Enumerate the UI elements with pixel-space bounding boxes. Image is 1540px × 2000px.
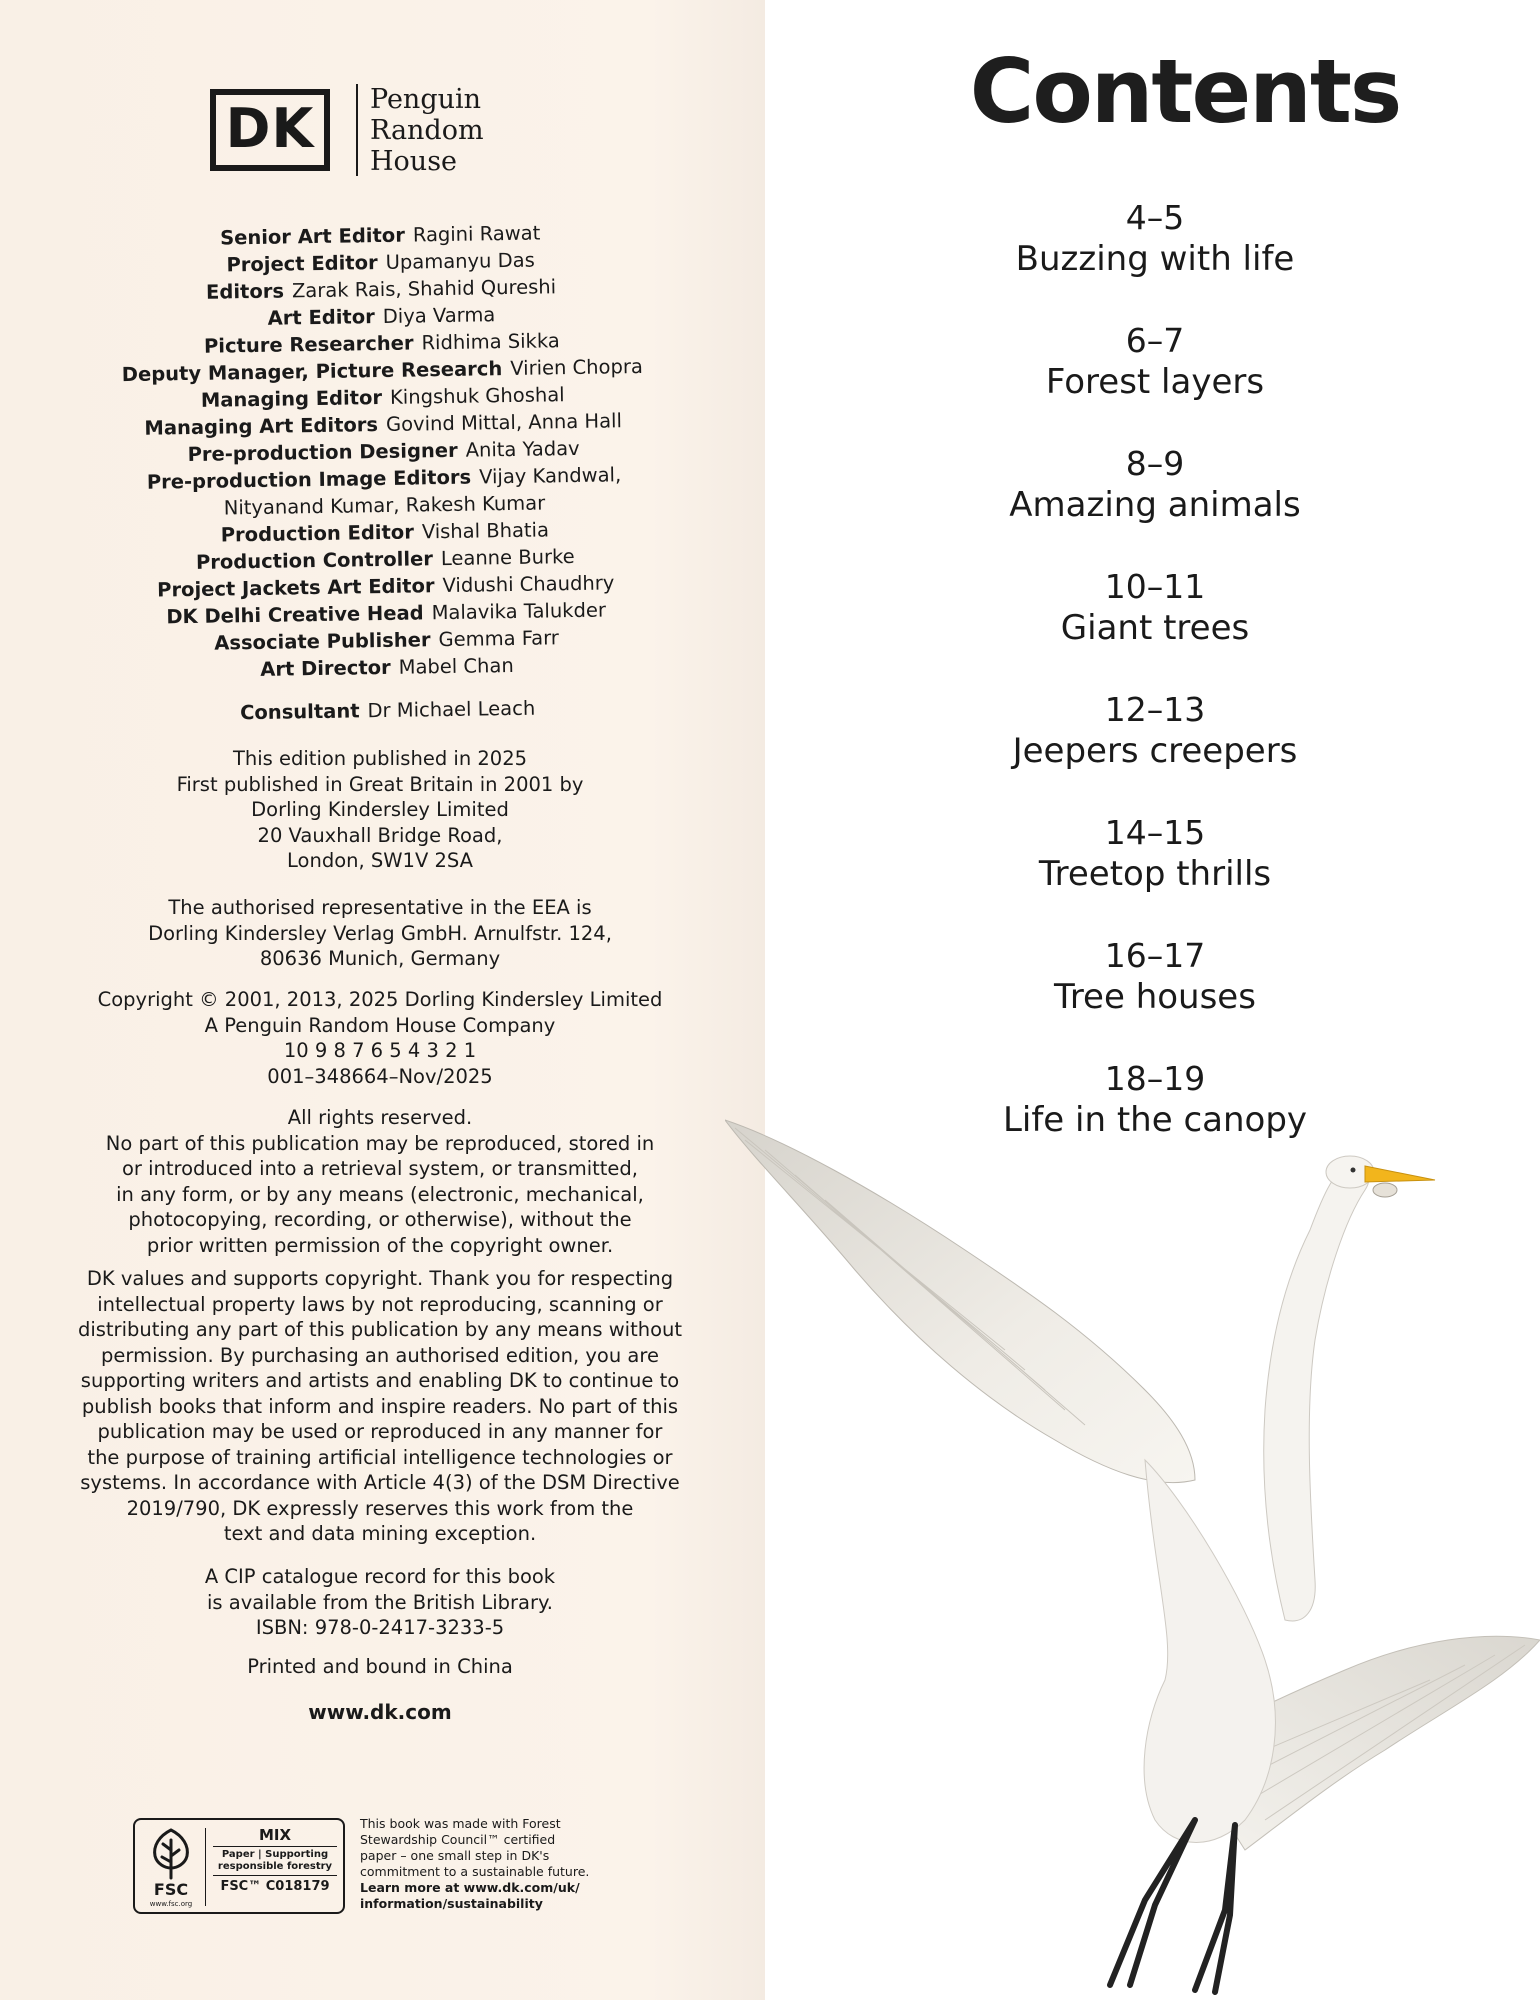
credit-name: Zarak Rais, Shahid Qureshi [291, 275, 557, 303]
toc-entry[interactable] [945, 444, 1365, 567]
credit-role: Production Editor [220, 520, 415, 547]
cip-record: A CIP catalogue record for this book is available from the British Library. ISBN: 978-0-2417-3233-5 [204, 1565, 556, 1639]
contents-title: Contents [969, 40, 1401, 143]
toc-chapter-title: Treetop thrills [1038, 854, 1272, 894]
edition-notice: This edition published in 2025 First published in Great Britain in 2001 by Dorling Kindersley Limited 20 Vauxhall Bridge Road, London, SW1V 2SA [176, 747, 584, 872]
toc-page-range: 6–7 [1125, 321, 1185, 360]
credit-name: Ridhima Sikka [421, 329, 560, 355]
toc-entry[interactable] [945, 321, 1365, 444]
toc-entry[interactable] [945, 690, 1365, 813]
toc-entry[interactable] [945, 198, 1365, 321]
great-egret-photo [725, 1080, 1540, 2000]
credits-block [30, 217, 738, 730]
logo-divider [356, 84, 358, 176]
credit-role: Editors [205, 279, 285, 304]
toc-chapter-title: Forest layers [1045, 362, 1265, 402]
credit-name: Vidushi Chaudhry [442, 571, 615, 598]
toc-page-range: 18–19 [1104, 1059, 1206, 1098]
copyright-values: DK values and supports copyright. Thank you for respecting intellectual property laws by not reproducing, scanning or distributing any part of this publication by any means without permission. By purchasing an authorised edition, you are supporting writers and artists and enabling DK to continue to publish books that inform and inspire readers. No part of this publication may be used or reproduced in any manner for the purpose of training artificial intelligence technologies or systems. In accordance with Article 4(3) of the DSM Directive 2019/790, DK expressly reserves this work from the text and data mining exception. [77, 1267, 683, 1545]
sustainability-note: This book was made with Forest Stewardship Council™ certified paper – one small step in DK's commitment to a sustainable future. Learn more at www.dk.com/uk/ information/sustainability [360, 1816, 590, 1911]
credit-name: Ragini Rawat [412, 221, 541, 247]
credit-name: Malavika Talukder [431, 598, 607, 625]
credit-role: Associate Publisher [214, 628, 431, 655]
credit-role: Production Controller [195, 547, 434, 574]
credit-role: Managing Editor [200, 385, 383, 412]
credit-name: Virien Chopra [510, 354, 644, 380]
toc-page-range: 8–9 [1125, 444, 1185, 483]
toc-page-range: 10–11 [1104, 567, 1206, 606]
toc-page-range: 4–5 [1125, 198, 1185, 237]
credit-role: Project Jackets Art Editor [156, 574, 435, 602]
toc-page-range: 16–17 [1104, 936, 1206, 975]
toc-entry[interactable] [945, 567, 1365, 690]
credit-role: Senior Art Editor [219, 223, 406, 250]
imprint-page [0, 0, 765, 2000]
toc-entry[interactable] [945, 813, 1365, 936]
credit-name: Leanne Burke [440, 544, 575, 571]
credit-name: Anita Yadav [465, 436, 580, 462]
credit-role: Art Director [260, 655, 391, 681]
toc-page-range: 12–13 [1104, 690, 1206, 729]
toc-chapter-title: Tree houses [1054, 977, 1256, 1017]
credit-name: Upamanyu Das [385, 248, 535, 274]
credit-role: Project Editor [226, 251, 378, 277]
credit-name: Diya Varma [382, 303, 496, 328]
credit-name: Kingshuk Ghoshal [389, 383, 565, 409]
credit-role: Picture Researcher [203, 331, 414, 358]
toc-chapter-title: Buzzing with life [1015, 239, 1295, 279]
credit-name: Vijay Kandwal, [478, 463, 622, 489]
copyright-notice: Copyright © 2001, 2013, 2025 Dorling Kindersley Limited A Penguin Random House Company 10 9 8 7 6 5 4 3 2 1 001–348664–Nov/2025 [97, 988, 663, 1088]
toc-chapter-title: Amazing animals [1009, 485, 1301, 525]
credit-name: Mabel Chan [398, 653, 514, 679]
credit-list [30, 217, 737, 687]
credit-role: Pre-production Designer [187, 438, 458, 467]
credit-role: Managing Art Editors [144, 413, 379, 440]
fsc-divider [205, 1828, 206, 1906]
toc-page-range: 14–15 [1104, 813, 1206, 852]
credit-name: Govind Mittal, Anna Hall [385, 409, 623, 436]
credit-role: Pre-production Image Editors [146, 465, 472, 494]
credit-name: Nityanand Kumar, Rakesh Kumar [223, 491, 546, 520]
dk-logo: DK [210, 89, 330, 171]
credit-role: Art Editor [267, 305, 375, 330]
eea-representative: The authorised representative in the EEA is Dorling Kindersley Verlag GmbH. Arnulfstr. 124, 80636 Munich, Germany [148, 896, 612, 970]
fsc-tree-icon [143, 1826, 199, 1882]
fsc-label: FSC www.fsc.org MIX Paper | Supporting responsible forestry FSC™ C018179 [133, 1818, 345, 1914]
toc-chapter-title: Giant trees [1060, 608, 1250, 648]
toc-chapter-title: Life in the canopy [1002, 1100, 1308, 1140]
table-of-contents [945, 198, 1365, 1182]
website-link[interactable]: www.dk.com [308, 1700, 452, 1724]
credit-name: Gemma Farr [438, 626, 560, 652]
consultant-credit: Consultant Dr Michael Leach [239, 696, 536, 725]
penguin-random-house-wordmark: Penguin Random House [370, 84, 484, 177]
credit-role: DK Delhi Creative Head [166, 601, 424, 629]
credit-name: Vishal Bhatia [421, 518, 550, 544]
printed-in: Printed and bound in China [247, 1655, 513, 1678]
toc-chapter-title: Jeepers creepers [1012, 731, 1298, 771]
dk-prh-logo [210, 84, 550, 176]
toc-entry[interactable] [945, 936, 1365, 1059]
fsc-mix-block: MIX Paper | Supporting responsible forestry FSC™ C018179 [209, 1826, 341, 1896]
rights-reserved: All rights reserved. No part of this publication may be reproduced, stored in or introduced into a retrieval system, or transmitted, in any form, or by any means (electronic, mechanical, photocopying, recording, or otherwise), without the prior written permission of the copyright owner. [105, 1106, 655, 1257]
credit-role: Deputy Manager, Picture Research [121, 357, 503, 387]
